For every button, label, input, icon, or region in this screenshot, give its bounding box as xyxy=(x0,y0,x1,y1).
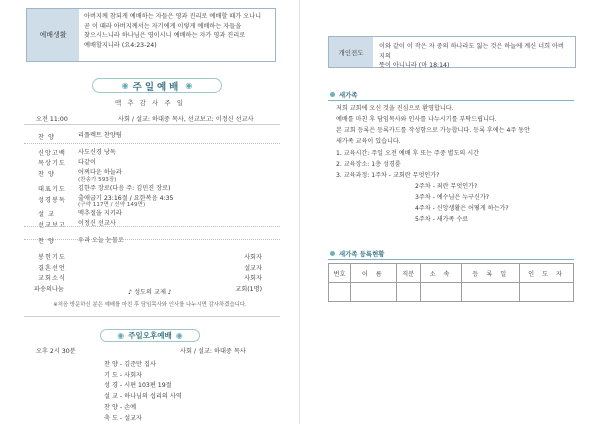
verse-line: 찾으시느니라 하나님은 영이시니 예배하는 자가 영과 진리로 xyxy=(84,32,246,40)
afternoon-item: 설 교 - 하나님의 섭리의 사역 xyxy=(104,393,182,401)
table-cell xyxy=(350,283,396,302)
registration-heading-text: 새가족 등록현황 xyxy=(339,250,385,258)
order-label: 찬 양 xyxy=(38,133,55,141)
order-label: 선교보고 xyxy=(38,221,66,229)
order-title xyxy=(68,195,228,210)
order-person: 교회(1명) xyxy=(235,285,262,293)
afternoon-order xyxy=(104,358,182,423)
worship-life-verse xyxy=(79,9,275,61)
column-header: 인 도 자 xyxy=(520,264,574,283)
order-person: 사회자 xyxy=(244,254,262,262)
order-label: 목상기도 xyxy=(38,160,66,168)
bullet-icon xyxy=(330,251,335,256)
info-item: 2. 교육장소: 1층 성경룸 xyxy=(336,160,401,168)
afternoon-item: 찬 양 - 손예 xyxy=(104,404,137,412)
order-person: 사회자 xyxy=(244,275,262,283)
order-title-main: 출애굽기 23:16절 / 요한복음 4:35 xyxy=(78,194,174,202)
section-divider xyxy=(328,259,574,260)
order-label: 성경봉독 xyxy=(38,196,66,204)
service-preacher: 사회 / 설교: 하대중 목사, 선교보고: 이정신 선교사 xyxy=(118,116,254,123)
worship-life-label: 예배생활 xyxy=(27,9,79,61)
order-label: 대표기도 xyxy=(38,185,66,193)
dotted-divider xyxy=(24,239,280,240)
ornament-icon: ◉ xyxy=(117,331,125,340)
order-label: 신앙고백 xyxy=(38,150,66,158)
visitor-note: ※처음 방문하신 분은 예배를 마친 후 담임목사와 인사를 나누시면 감사하겠습니다. xyxy=(53,302,247,308)
verse-line: 곧 이 때라 아버지께서는 자기에게 이렇게 예배하는 자들을 xyxy=(84,22,242,30)
order-of-service xyxy=(24,127,280,293)
order-row xyxy=(24,131,280,141)
fellowship-text: ♪ 성도의 교제 ♪ xyxy=(128,289,172,296)
course-item: 4주차 - 신앙생활은 어떻게 하는가? xyxy=(415,204,509,212)
registration-table xyxy=(328,263,574,302)
newcomer-info xyxy=(336,147,576,180)
verse-line: 뜻이 아니니라 (마 18:14) xyxy=(379,62,450,69)
divider-line xyxy=(24,124,280,125)
order-title: 이정신 선교사 xyxy=(78,220,116,228)
worship-life-box xyxy=(26,8,276,62)
table-cell xyxy=(462,283,520,302)
ornament-icon: ◉ xyxy=(121,81,129,90)
order-row xyxy=(24,262,280,272)
table-cell xyxy=(329,283,351,302)
table-cell xyxy=(396,283,420,302)
afternoon-title-text: 주일오후예배 xyxy=(128,331,172,340)
afternoon-item: 기 도 - 사회자 xyxy=(104,371,143,379)
verse-line: 이와 같이 이 작은 자 중의 하나라도 잃는 것은 하늘에 계신 너희 아버지의 xyxy=(379,43,564,60)
sunday-service-title xyxy=(92,78,222,93)
order-title-sub: (찬송가 593장) xyxy=(78,176,117,183)
order-row xyxy=(24,183,280,193)
column-header: 직분 xyxy=(396,264,420,283)
newcomer-paragraph: 예배를 마친 후 담임목사와 인사를 나누시기를 부탁드립니다. xyxy=(336,116,497,123)
dotted-divider xyxy=(24,226,280,227)
order-label: 설 교 xyxy=(38,211,55,219)
order-label: 찬 양 xyxy=(38,238,55,246)
table-header-row xyxy=(329,264,574,283)
ornament-icon: ◉ xyxy=(175,331,183,340)
service-subtitle: 맥 추 감 사 주 일 xyxy=(114,99,185,107)
newcomer-paragraph: 새가족 교육이 있습니다. xyxy=(336,138,401,145)
column-header: 소 속 xyxy=(420,264,462,283)
course-item: 3주차 - 예수님은 누구신가? xyxy=(415,193,489,201)
order-row xyxy=(24,252,280,262)
column-header: 등 록 일 xyxy=(462,264,520,283)
order-title xyxy=(68,169,186,184)
info-item: 3. 교육과정: 1주차 - 교회란 무엇인가? xyxy=(336,171,440,179)
order-label: 교회소식 xyxy=(38,275,66,283)
order-row xyxy=(24,158,280,168)
service-title-text: 주일예배 xyxy=(132,81,182,93)
verse-line: 예배할지니라 (요4:23-24) xyxy=(84,41,157,49)
order-label: 파송의나눔 xyxy=(34,285,64,293)
right-page xyxy=(300,0,600,424)
afternoon-preacher: 사회 / 설교: 하대중 목사 xyxy=(180,348,246,355)
order-row xyxy=(24,219,280,229)
course-item: 2주차 - 죄란 무엇인가? xyxy=(415,182,478,190)
order-title: 김한주 장로(다음 주: 김민진 장로) xyxy=(78,184,171,192)
section-divider xyxy=(328,100,574,101)
newcomer-heading xyxy=(330,90,358,99)
order-row xyxy=(24,168,280,183)
dotted-divider xyxy=(24,143,280,144)
newcomer-paragraph: 저희 교회에 오신 것을 진심으로 환영합니다. xyxy=(336,105,454,112)
order-row xyxy=(24,209,280,219)
order-label: 찬 양 xyxy=(38,171,55,179)
order-title: 사도신경 낭독 xyxy=(78,148,116,156)
afternoon-item: 찬 양 - 김준만 집사 xyxy=(104,360,156,368)
ornament-icon: ◉ xyxy=(185,81,193,90)
service-time: 오전 11:00 xyxy=(36,116,68,123)
order-row xyxy=(24,147,280,157)
bullet-icon xyxy=(330,92,335,97)
afternoon-item: 성 경 - 시편 103편 19절 xyxy=(104,382,172,390)
order-title: 맥추절을 지키라 xyxy=(78,210,122,218)
order-label: 봉헌기도 xyxy=(38,254,66,262)
order-title: 리플렉트 찬양팀 xyxy=(78,132,122,140)
order-title-main: 어찌다운 하늘과 xyxy=(78,169,122,177)
afternoon-item: 축 도 - 설교자 xyxy=(104,414,143,422)
newcomer-heading-text: 새가족 xyxy=(339,91,358,99)
column-header: 번호 xyxy=(329,264,351,283)
info-item: 1. 교육시간: 주일 오전 예배 후 또는 주중 별도의 시간 xyxy=(336,149,480,157)
afternoon-service-title xyxy=(100,329,200,342)
evangelism-verse xyxy=(373,37,575,67)
column-header: 이 름 xyxy=(350,264,396,283)
registration-heading xyxy=(330,249,384,258)
afternoon-time: 오후 2시 30분 xyxy=(36,348,76,355)
table-cell xyxy=(520,283,574,302)
divider-line xyxy=(24,316,280,317)
verse-line: 아버지께 참되게 예배하는 자들은 영과 진리로 예배할 때가 오나니 xyxy=(84,13,262,20)
table-cell xyxy=(420,283,462,302)
table-row xyxy=(329,283,574,302)
evangelism-box xyxy=(328,36,576,68)
course-list xyxy=(415,180,509,224)
evangelism-label: 개인전도 xyxy=(329,37,373,67)
newcomer-paragraph: 본 교회 등록은 등록카드를 작성함으로 가능합니다. 등록 후에는 4주 동안 xyxy=(336,127,530,134)
order-title-sub: (구약 117면 / 신약 149면) xyxy=(78,201,146,208)
order-title: 우리 오늘 눈물로 xyxy=(78,236,124,244)
order-row xyxy=(24,273,280,283)
newcomer-welcome xyxy=(336,103,576,147)
course-item: 5주차 - 새가족 수료 xyxy=(415,215,469,223)
order-row xyxy=(24,235,280,245)
order-person: 설교자 xyxy=(244,264,262,272)
order-row xyxy=(24,194,280,209)
order-title: 다같이 xyxy=(78,159,96,167)
order-label: 결혼선언 xyxy=(38,264,66,272)
